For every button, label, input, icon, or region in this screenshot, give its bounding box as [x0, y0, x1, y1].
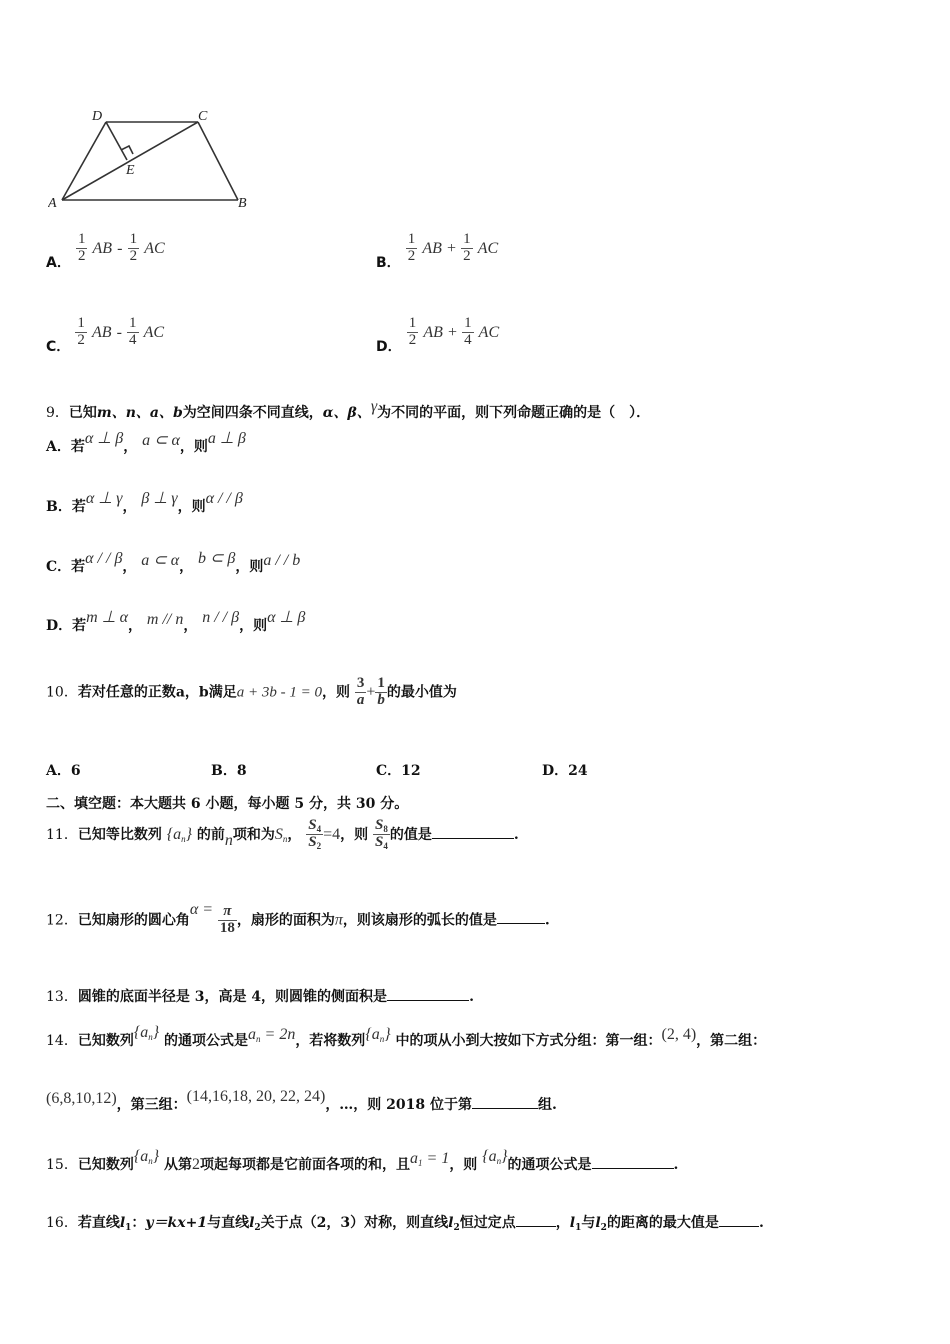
q8-option-c[interactable]: C． $\frac{1}{2}$ AB - $\frac{1}{4}$ AC [46, 315, 165, 355]
q11-stem: 11．已知等比数列 $\{a_n\}$ 的前n项和为$S_n$， $\frac{S_4}{S_2}$ =4，则 $\frac{S_8}{S_4}$ 的值是 . [46, 817, 519, 852]
q10-option-a[interactable]: A．6 [46, 763, 81, 779]
q8-option-a[interactable]: A． $\frac{1}{2}$ AB - $\frac{1}{2}$ AC [46, 231, 165, 271]
trapezoid-figure [48, 106, 258, 214]
q12-answer-blank[interactable] [497, 911, 545, 924]
q11-answer-blank[interactable] [432, 826, 514, 839]
q13-answer-blank[interactable] [387, 988, 469, 1001]
q15-stem: 15．已知数列$\{a_n\}$ 从第2项起每项都是它前面各项的和，且$a_1 = 1$，则 $\{a_n\}$的通项公式是 . [46, 1148, 679, 1173]
q9-option-b[interactable]: B．若α ⊥ γ， β ⊥ γ，则α / / β [46, 490, 243, 515]
point-label-b: B [238, 196, 247, 211]
section-heading: 二、填空题：本大题共 6 小题，每小题 5 分，共 30 分。 [46, 796, 409, 812]
segment-cb [198, 122, 238, 200]
q8-option-b[interactable]: B． $\frac{1}{2}$ AB + $\frac{1}{2}$ AC [376, 231, 499, 271]
q8-option-d[interactable]: D． $\frac{1}{2}$ AB + $\frac{1}{4}$ AC [376, 315, 500, 355]
q10-option-d[interactable]: D．24 [542, 763, 588, 779]
q9-option-c[interactable]: C．若α / / β， a ⊂ α， b ⊂ β，则a / / b [46, 550, 301, 575]
point-label-c: C [198, 109, 208, 124]
q16-answer-blank-2[interactable] [719, 1214, 759, 1227]
q10-option-b[interactable]: B．8 [211, 763, 247, 779]
segment-de [106, 122, 127, 160]
q14-stem-line2: (6,8,10,12)，第三组：(14,16,18, 20, 22, 24)，…，则 2018 位于第 组. [46, 1088, 557, 1113]
q16-answer-blank-1[interactable] [516, 1214, 556, 1227]
segment-ac [62, 122, 198, 200]
q9-option-a[interactable]: A．若α ⊥ β， a ⊂ α，则a ⊥ β [46, 430, 246, 455]
q9-stem: 9．已知m、n、a、b为空间四条不同直线，α、β、γ为不同的平面，则下列命题正确的是（ ）． [46, 398, 651, 421]
point-label-e: E [126, 163, 135, 178]
q14-answer-blank[interactable] [472, 1096, 538, 1109]
q15-answer-blank[interactable] [592, 1156, 674, 1169]
q16-stem: 16．若直线$l_1$：y＝kx+1与直线$l_2$关于点（2，3）对称，则直线$l_2$恒过定点 ，$l_1$与$l_2$的距离的最大值是 . [46, 1215, 764, 1233]
q12-stem: 12．已知扇形的圆心角α = $\frac{\pi}{18}$ ，扇形的面积为π，则该扇形的弧长的值是 . [46, 901, 550, 936]
point-label-d: D [92, 109, 103, 124]
q10-option-c[interactable]: C．12 [376, 763, 421, 779]
q14-stem-line1: 14．已知数列$\{a_n\}$ 的通项公式是$a_n = 2n$，若将数列$\{a_n\}$ 中的项从小到大按如下方式分组：第一组：(2, 4)，第二组： [46, 1024, 767, 1049]
q13-stem: 13．圆锥的底面半径是 3，高是 4，则圆锥的侧面积是 . [46, 989, 474, 1005]
q10-stem: 10．若对任意的正数a，b满足a + 3b - 1 = 0，则 $\frac{3}{a}$ + $\frac{1}{b}$ 的最小值为 [46, 675, 457, 708]
q9-option-d[interactable]: D．若m ⊥ α， m // n， n / / β，则α ⊥ β [46, 609, 306, 634]
point-label-a: A [48, 196, 57, 211]
